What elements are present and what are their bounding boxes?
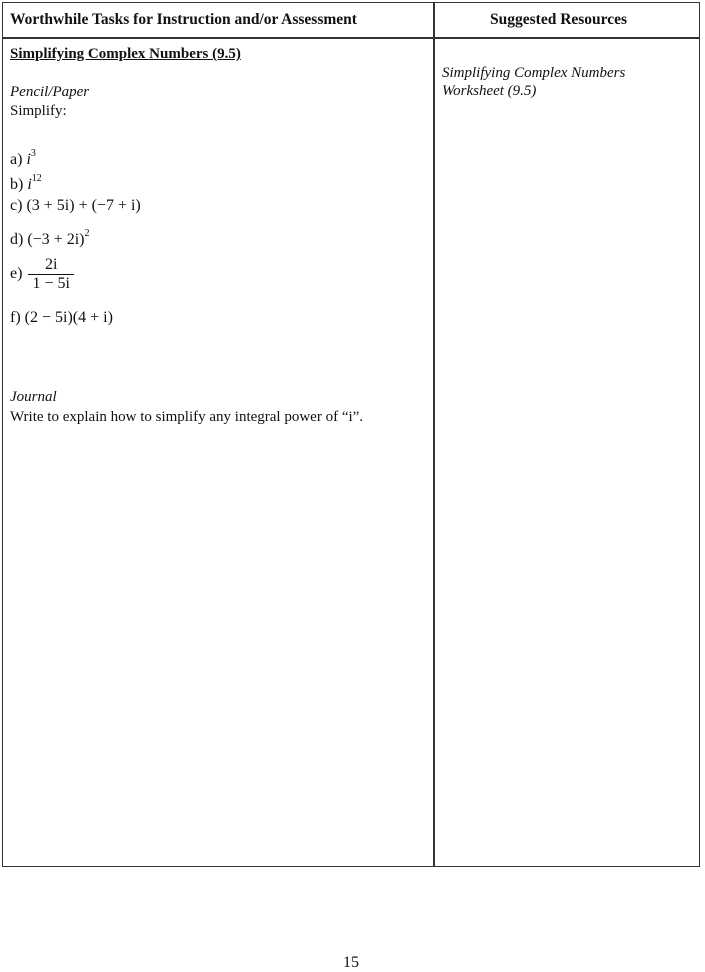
column-divider xyxy=(433,2,435,867)
problem-a xyxy=(10,148,36,169)
problem-d xyxy=(10,228,89,249)
problem-b xyxy=(10,173,42,194)
problem-label: a) xyxy=(10,151,23,168)
activity-type: Pencil/Paper xyxy=(10,84,90,100)
resource-line-1: Simplifying Complex Numbers xyxy=(442,65,626,81)
section-title: Simplifying Complex Numbers (9.5) xyxy=(10,46,241,62)
problem-exponent: 3 xyxy=(30,148,36,159)
page-number: 15 xyxy=(343,954,359,971)
problem-expression: (2 − 5i)(4 + i) xyxy=(24,309,113,326)
problem-label: e) xyxy=(10,265,23,283)
problem-f xyxy=(10,309,113,327)
problem-c xyxy=(10,197,141,215)
journal-label: Journal xyxy=(10,389,57,405)
numerator: 2i xyxy=(44,256,58,273)
fraction xyxy=(28,256,73,293)
problem-exponent: 12 xyxy=(31,173,42,184)
problem-exponent: 2 xyxy=(84,228,90,239)
header-divider xyxy=(2,37,700,39)
tasks-column-header: Worthwhile Tasks for Instruction and/or Assessment xyxy=(10,11,357,28)
problem-expression: (−3 + 2i) xyxy=(27,231,85,248)
content-table xyxy=(2,2,700,867)
problem-expression: (3 + 5i) + (−7 + i) xyxy=(26,197,141,214)
problem-label: c) xyxy=(10,197,23,214)
problem-base: i xyxy=(26,151,31,168)
problem-label: f) xyxy=(10,309,21,326)
resource-line-2: Worksheet (9.5) xyxy=(442,83,537,99)
journal-prompt: Write to explain how to simplify any integral power of “i”. xyxy=(10,409,364,425)
problem-label: b) xyxy=(10,176,24,193)
denominator: 1 − 5i xyxy=(28,274,73,293)
problem-label: d) xyxy=(10,231,24,248)
problem-e xyxy=(10,256,74,293)
resources-column-header: Suggested Resources xyxy=(490,11,628,28)
problem-base: i xyxy=(27,176,32,193)
instruction: Simplify: xyxy=(10,103,67,119)
